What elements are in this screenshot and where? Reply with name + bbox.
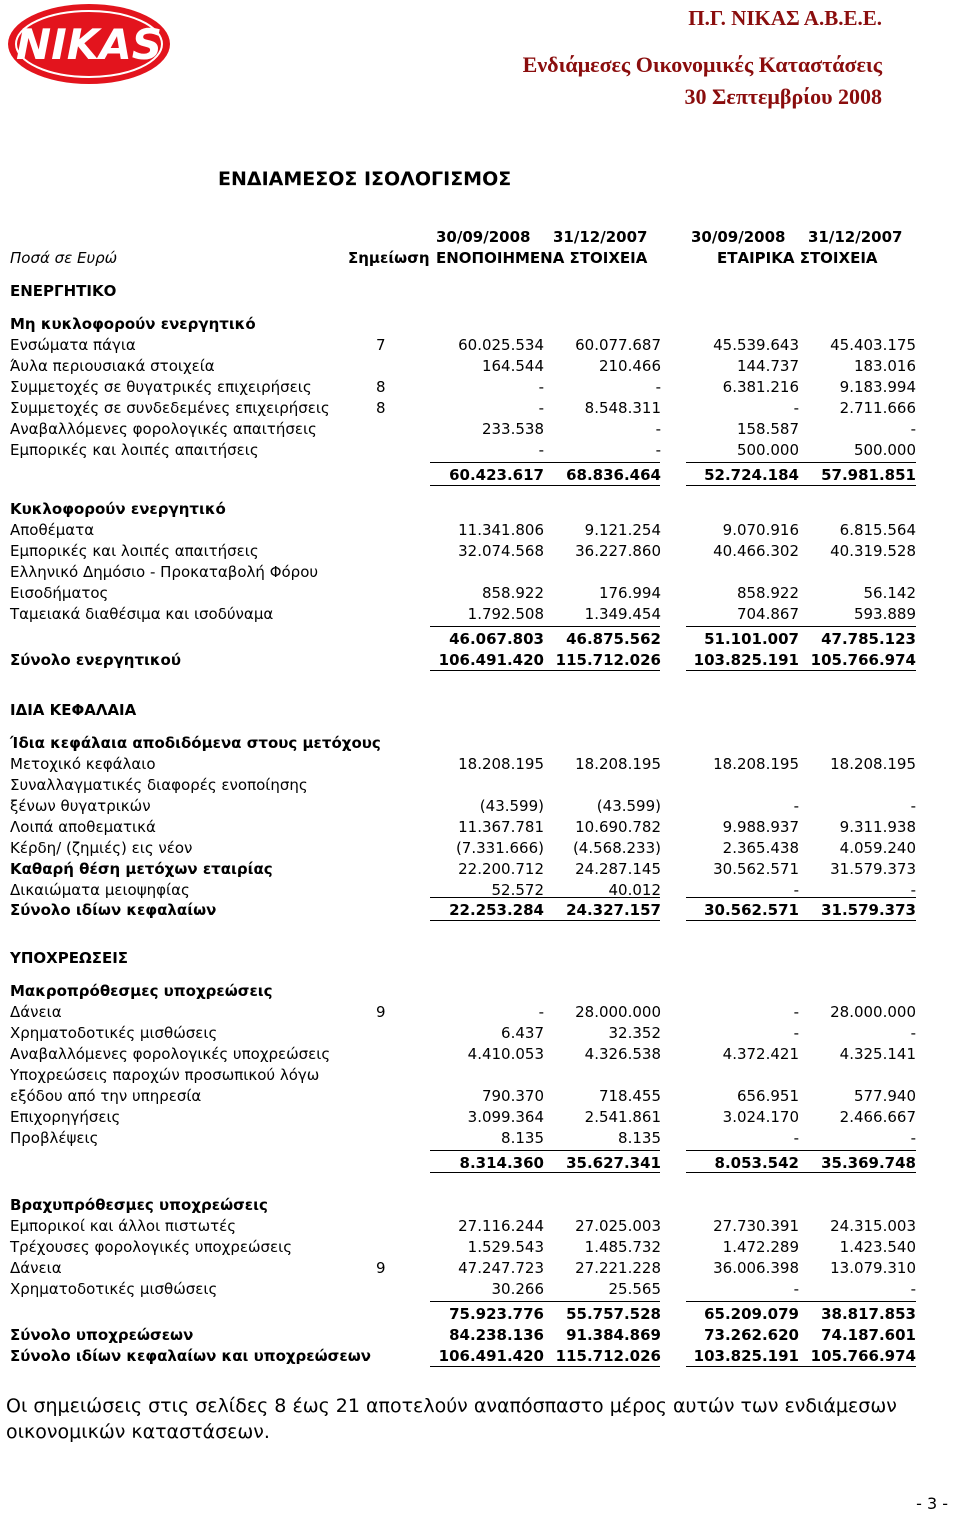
rule: [430, 1172, 660, 1173]
row-label: Κυκλοφορούν ενεργητικό: [10, 500, 226, 518]
row-value: 27.730.391: [713, 1217, 799, 1235]
row-value: 30.562.571: [704, 901, 799, 919]
rule: [430, 897, 660, 898]
row-label: Συμμετοχές σε θυγατρικές επιχειρήσεις: [10, 378, 312, 396]
row-value: 38.817.853: [821, 1305, 916, 1323]
rule: [430, 1301, 660, 1302]
row-value: -: [793, 1024, 799, 1042]
table-row: [0, 1216, 960, 1237]
table-row: [0, 838, 960, 859]
row-value: 60.025.534: [458, 336, 544, 354]
report-date: 30 Σεπτεμβρίου 2008: [684, 84, 882, 109]
row-value: 35.369.748: [821, 1154, 916, 1172]
row-value: 1.529.543: [467, 1238, 544, 1256]
row-label: Χρηματοδοτικές μισθώσεις: [10, 1024, 218, 1042]
row-value: 13.079.310: [830, 1259, 916, 1277]
row-value: 1.485.732: [584, 1238, 661, 1256]
table-row: [0, 948, 960, 969]
row-value: 45.539.643: [713, 336, 799, 354]
row-value: 60.077.687: [575, 336, 661, 354]
table-row: [0, 440, 960, 461]
row-value: 2.466.667: [839, 1108, 916, 1126]
row-value: -: [793, 1129, 799, 1147]
rule: [430, 626, 660, 627]
row-label: εξόδου από την υπηρεσία: [10, 1087, 202, 1105]
row-value: 40.319.528: [830, 542, 916, 560]
row-value: -: [910, 881, 916, 899]
table-row: [0, 1195, 960, 1216]
row-value: 164.544: [481, 357, 544, 375]
row-value: 46.067.803: [449, 630, 544, 648]
row-value: 858.922: [736, 584, 799, 602]
row-value: 11.341.806: [458, 521, 544, 539]
row-value: 106.491.420: [438, 651, 544, 669]
row-label: Βραχυπρόθεσμες υποχρεώσεις: [10, 1196, 268, 1214]
row-note: 9: [376, 1259, 386, 1277]
row-value: 27.025.003: [575, 1217, 661, 1235]
table-row: [0, 1044, 960, 1065]
row-label: Σύνολο ιδίων κεφαλαίων και υποχρεώσεων: [10, 1347, 371, 1365]
table-row: [0, 1107, 960, 1128]
table-row: [0, 377, 960, 398]
table-row: [0, 981, 960, 1002]
rule: [686, 1150, 916, 1151]
row-value: 28.000.000: [575, 1003, 661, 1021]
rule: [430, 670, 660, 671]
rule: [430, 485, 660, 486]
row-value: -: [910, 1024, 916, 1042]
logo-text: NIKAS: [15, 20, 163, 69]
rule: [686, 485, 916, 486]
table-row: [0, 499, 960, 520]
row-value: 56.142: [863, 584, 916, 602]
row-value: 45.403.175: [830, 336, 916, 354]
row-value: (7.331.666): [455, 839, 544, 857]
table-row: [0, 650, 960, 671]
row-label: Σύνολο υποχρεώσεων: [10, 1326, 194, 1344]
row-value: 68.836.464: [566, 466, 661, 484]
row-value: 790.370: [481, 1087, 544, 1105]
row-label: ΥΠΟΧΡΕΩΣΕΙΣ: [10, 949, 129, 967]
row-value: 31.579.373: [821, 901, 916, 919]
row-value: 158.587: [736, 420, 799, 438]
row-label: Εμπορικές και λοιπές απαιτήσεις: [10, 441, 259, 459]
row-value: 233.538: [481, 420, 544, 438]
table-row: [0, 1086, 960, 1107]
row-value: -: [538, 441, 544, 459]
row-value: 1.423.540: [839, 1238, 916, 1256]
row-value: 51.101.007: [704, 630, 799, 648]
table-row: [0, 562, 960, 583]
table-row: [0, 356, 960, 377]
row-value: 6.437: [501, 1024, 544, 1042]
rule: [430, 462, 660, 463]
row-value: 9.183.994: [839, 378, 916, 396]
row-value: 3.099.364: [467, 1108, 544, 1126]
table-row: [0, 1346, 960, 1367]
row-value: 8.548.311: [584, 399, 661, 417]
table-row: [0, 1237, 960, 1258]
table-row: [0, 583, 960, 604]
row-value: 144.737: [736, 357, 799, 375]
row-value: -: [910, 797, 916, 815]
row-label: Ελληνικό Δημόσιο - Προκαταβολή Φόρου: [10, 563, 319, 581]
row-label: Αναβαλλόμενες φορολογικές υποχρεώσεις: [10, 1045, 331, 1063]
row-value: 36.227.860: [575, 542, 661, 560]
row-value: 106.491.420: [438, 1347, 544, 1365]
row-value: 593.889: [853, 605, 916, 623]
rule: [686, 462, 916, 463]
row-value: 32.352: [608, 1024, 661, 1042]
row-value: -: [793, 797, 799, 815]
row-value: 46.875.562: [566, 630, 661, 648]
row-label: ΙΔΙΑ ΚΕΦΑΛΑΙΑ: [10, 701, 137, 719]
row-value: 8.053.542: [714, 1154, 799, 1172]
row-value: -: [910, 1129, 916, 1147]
col-date-1: 30/09/2008: [436, 228, 531, 246]
row-value: 52.572: [491, 881, 544, 899]
row-label: Ενσώματα πάγια: [10, 336, 136, 354]
table-row: [0, 1279, 960, 1300]
row-value: 9.311.938: [839, 818, 916, 836]
row-value: -: [538, 1003, 544, 1021]
table-row: [0, 629, 960, 650]
table-row: [0, 419, 960, 440]
row-value: 4.325.141: [839, 1045, 916, 1063]
row-value: 47.785.123: [821, 630, 916, 648]
row-value: 35.627.341: [566, 1154, 661, 1172]
row-value: 22.253.284: [449, 901, 544, 919]
footer-note: Οι σημειώσεις στις σελίδες 8 έως 21 αποτελούν αναπόσπαστο μέρος αυτών των ενδιάμεσων οικονομικών καταστάσεων.: [6, 1395, 897, 1443]
row-value: 18.208.195: [458, 755, 544, 773]
row-value: 656.951: [736, 1087, 799, 1105]
row-value: -: [655, 420, 661, 438]
row-value: 27.116.244: [458, 1217, 544, 1235]
row-value: 115.712.026: [555, 1347, 661, 1365]
row-value: 105.766.974: [810, 651, 916, 669]
row-label: Κέρδη/ (ζημιές) εις νέον: [10, 839, 193, 857]
row-label: Ταμειακά διαθέσιμα και ισοδύναμα: [10, 605, 274, 623]
row-value: 1.349.454: [584, 605, 661, 623]
row-value: 24.287.145: [575, 860, 661, 878]
table-row: [0, 1325, 960, 1346]
row-value: 1.792.508: [467, 605, 544, 623]
row-value: 84.238.136: [449, 1326, 544, 1344]
rule: [430, 1150, 660, 1151]
page-title: ΕΝΔΙΑΜΕΣΟΣ ΙΣΟΛΟΓΙΣΜΟΣ: [218, 168, 512, 190]
rule: [430, 920, 660, 921]
row-label: Σύνολο ενεργητικού: [10, 651, 181, 669]
row-value: 4.372.421: [722, 1045, 799, 1063]
row-value: 65.209.079: [704, 1305, 799, 1323]
row-value: 3.024.170: [722, 1108, 799, 1126]
col-date-3: 30/09/2008: [691, 228, 786, 246]
table-row: [0, 754, 960, 775]
row-value: 2.711.666: [839, 399, 916, 417]
row-value: (4.568.233): [572, 839, 661, 857]
row-label: Εμπορικές και λοιπές απαιτήσεις: [10, 542, 259, 560]
row-value: 4.326.538: [584, 1045, 661, 1063]
table-row: [0, 900, 960, 921]
row-value: 2.365.438: [722, 839, 799, 857]
row-value: 704.867: [736, 605, 799, 623]
row-label: Συμμετοχές σε συνδεδεμένες επιχειρήσεις: [10, 399, 330, 417]
row-label: Εισοδήματος: [10, 584, 109, 602]
row-label: Μη κυκλοφορούν ενεργητικό: [10, 315, 256, 333]
row-value: 32.074.568: [458, 542, 544, 560]
table-row: [0, 314, 960, 335]
row-label: Καθαρή θέση μετόχων εταιρίας: [10, 860, 273, 878]
row-value: 18.208.195: [713, 755, 799, 773]
row-value: 60.423.617: [449, 466, 544, 484]
row-label: Υποχρεώσεις παροχών προσωπικού λόγω: [10, 1066, 320, 1084]
row-value: 75.923.776: [449, 1305, 544, 1323]
row-value: 500.000: [736, 441, 799, 459]
row-value: 40.466.302: [713, 542, 799, 560]
col-group: ΕΝΟΠΟΙΗΜΕΝΑ ΣΤΟΙΧΕΙΑ: [436, 249, 648, 267]
currency-label: Ποσά σε Ευρώ: [10, 249, 118, 267]
row-value: 22.200.712: [458, 860, 544, 878]
row-value: -: [793, 1280, 799, 1298]
row-value: 8.314.360: [459, 1154, 544, 1172]
row-label: Εμπορικοί και άλλοι πιστωτές: [10, 1217, 237, 1235]
row-label: Μακροπρόθεσμες υποχρεώσεις: [10, 982, 273, 1000]
row-label: Αποθέματα: [10, 521, 95, 539]
row-value: -: [910, 1280, 916, 1298]
row-label: ξένων θυγατρικών: [10, 797, 151, 815]
table-row: [0, 1153, 960, 1174]
row-label: Σύνολο ιδίων κεφαλαίων: [10, 901, 217, 919]
row-value: 24.315.003: [830, 1217, 916, 1235]
table-row: [0, 465, 960, 486]
row-value: 40.012: [608, 881, 661, 899]
row-value: 103.825.191: [693, 1347, 799, 1365]
row-value: 10.690.782: [575, 818, 661, 836]
row-label: ΕΝΕΡΓΗΤΙΚΟ: [10, 282, 117, 300]
table-row: [0, 817, 960, 838]
row-value: -: [655, 441, 661, 459]
row-value: -: [793, 881, 799, 899]
row-label: Λοιπά αποθεματικά: [10, 818, 156, 836]
row-label: Δάνεια: [10, 1003, 62, 1021]
report-title: Ενδιάμεσες Οικονομικές Καταστάσεις: [522, 52, 882, 77]
table-row: [0, 859, 960, 880]
table-row: [0, 1258, 960, 1279]
row-value: 9.988.937: [722, 818, 799, 836]
row-value: 11.367.781: [458, 818, 544, 836]
rule: [686, 670, 916, 671]
row-value: 73.262.620: [704, 1326, 799, 1344]
row-value: 74.187.601: [821, 1326, 916, 1344]
row-value: 24.327.157: [566, 901, 661, 919]
row-value: 91.384.869: [566, 1326, 661, 1344]
row-value: -: [910, 420, 916, 438]
col-date-4: 31/12/2007: [808, 228, 903, 246]
row-value: (43.599): [596, 797, 661, 815]
row-value: 57.981.851: [821, 466, 916, 484]
row-value: -: [538, 378, 544, 396]
rule: [686, 1366, 916, 1367]
row-value: 55.757.528: [566, 1305, 661, 1323]
col-date-2: 31/12/2007: [553, 228, 648, 246]
table-row: [0, 700, 960, 721]
table-row: [0, 775, 960, 796]
row-value: 6.381.216: [722, 378, 799, 396]
row-label: Χρηματοδοτικές μισθώσεις: [10, 1280, 218, 1298]
row-value: 115.712.026: [555, 651, 661, 669]
row-value: 8.135: [501, 1129, 544, 1147]
row-value: 18.208.195: [575, 755, 661, 773]
row-value: 30.266: [491, 1280, 544, 1298]
row-value: 8.135: [618, 1129, 661, 1147]
row-value: 4.059.240: [839, 839, 916, 857]
table-row: [0, 796, 960, 817]
row-value: 28.000.000: [830, 1003, 916, 1021]
table-row: [0, 604, 960, 625]
row-value: 4.410.053: [467, 1045, 544, 1063]
row-value: 18.208.195: [830, 755, 916, 773]
row-value: 718.455: [598, 1087, 661, 1105]
table-row: [0, 1065, 960, 1086]
row-value: -: [538, 399, 544, 417]
table-row: [0, 1128, 960, 1149]
row-label: Επιχορηγήσεις: [10, 1108, 121, 1126]
rule: [686, 1301, 916, 1302]
row-note: 9: [376, 1003, 386, 1021]
row-label: Δάνεια: [10, 1259, 62, 1277]
row-value: -: [655, 378, 661, 396]
row-value: 6.815.564: [839, 521, 916, 539]
company-name: Π.Γ. ΝΙΚΑΣ Α.Β.Ε.Ε.: [688, 6, 882, 30]
table-row: [0, 541, 960, 562]
row-note: 7: [376, 336, 386, 354]
row-value: 30.562.571: [713, 860, 799, 878]
row-value: 105.766.974: [810, 1347, 916, 1365]
row-value: 2.541.861: [584, 1108, 661, 1126]
row-value: 36.006.398: [713, 1259, 799, 1277]
row-value: 52.724.184: [704, 466, 799, 484]
table-row: [0, 1304, 960, 1325]
table-row: [0, 335, 960, 356]
rule: [430, 1366, 660, 1367]
row-value: 25.565: [608, 1280, 661, 1298]
row-value: 500.000: [853, 441, 916, 459]
rule: [686, 920, 916, 921]
table-row: [0, 1023, 960, 1044]
row-value: 9.121.254: [584, 521, 661, 539]
row-value: -: [793, 399, 799, 417]
row-value: 103.825.191: [693, 651, 799, 669]
row-value: 27.221.228: [575, 1259, 661, 1277]
rule: [686, 1172, 916, 1173]
row-value: 1.472.289: [722, 1238, 799, 1256]
row-label: Ίδια κεφάλαια αποδιδόμενα στους μετόχους: [10, 734, 381, 752]
row-label: Συναλλαγματικές διαφορές ενοποίησης: [10, 776, 308, 794]
row-value: 176.994: [598, 584, 661, 602]
row-note: 8: [376, 378, 386, 396]
page-number: - 3 -: [916, 1494, 948, 1513]
row-label: Δικαιώματα μειοψηφίας: [10, 881, 190, 899]
row-label: Τρέχουσες φορολογικές υποχρεώσεις: [10, 1238, 293, 1256]
table-row: [0, 398, 960, 419]
row-value: -: [793, 1003, 799, 1021]
table-row: [0, 281, 960, 302]
row-value: 210.466: [598, 357, 661, 375]
table-row: [0, 520, 960, 541]
table-row: [0, 733, 960, 754]
row-label: Προβλέψεις: [10, 1129, 99, 1147]
row-value: 183.016: [853, 357, 916, 375]
row-value: 47.247.723: [458, 1259, 544, 1277]
row-label: Αναβαλλόμενες φορολογικές απαιτήσεις: [10, 420, 317, 438]
company-logo: [6, 2, 172, 86]
row-label: Μετοχικό κεφάλαιο: [10, 755, 156, 773]
row-value: 9.070.916: [722, 521, 799, 539]
col-note: Σημείωση: [348, 249, 430, 267]
rule: [686, 897, 916, 898]
table-row: [0, 1002, 960, 1023]
row-label: Άυλα περιουσιακά στοιχεία: [10, 357, 215, 375]
row-value: 577.940: [853, 1087, 916, 1105]
row-value: (43.599): [479, 797, 544, 815]
col-company: ΕΤΑΙΡΙΚΑ ΣΤΟΙΧΕΙΑ: [717, 249, 878, 267]
row-note: 8: [376, 399, 386, 417]
rule: [686, 626, 916, 627]
row-value: 858.922: [481, 584, 544, 602]
row-value: 31.579.373: [830, 860, 916, 878]
